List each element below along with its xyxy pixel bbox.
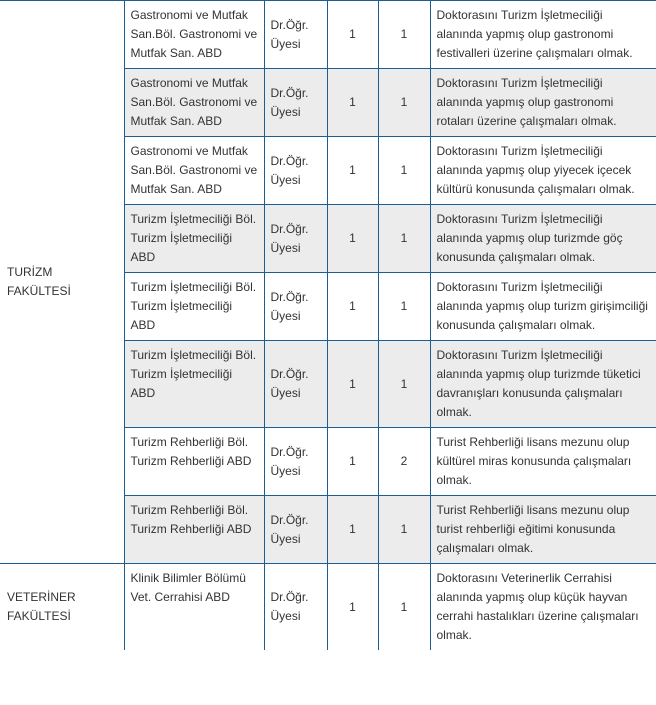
description-cell: Doktorasını Turizm İşletmeciliği alanında yapmış olup gastronomi rotaları üzerine çalışmaları olmak. xyxy=(430,69,656,137)
faculty-cell: TURİZM FAKÜLTESİ xyxy=(0,1,124,564)
department-cell: Turizm İşletmeciliği Böl. Turizm İşletmeciliği ABD xyxy=(124,341,264,428)
count-cell: 1 xyxy=(378,496,430,564)
description-cell: Doktorasını Turizm İşletmeciliği alanında yapmış olup yiyecek içecek kültürü konusunda çalışmaları olmak. xyxy=(430,137,656,205)
count-cell: 1 xyxy=(378,1,430,69)
count-cell: 1 xyxy=(327,496,378,564)
title-cell: Dr.Öğr. Üyesi xyxy=(264,428,327,496)
count-cell: 2 xyxy=(378,428,430,496)
description-cell: Doktorasını Veterinerlik Cerrahisi alanında yapmış olup küçük hayvan cerrahi hastalıkları üzerine çalışmaları olmak. xyxy=(430,564,656,651)
title-cell: Dr.Öğr. Üyesi xyxy=(264,137,327,205)
title-cell: Dr.Öğr. Üyesi xyxy=(264,564,327,651)
title-cell: Dr.Öğr. Üyesi xyxy=(264,205,327,273)
count-cell: 1 xyxy=(327,137,378,205)
count-cell: 1 xyxy=(327,69,378,137)
department-cell: Turizm Rehberliği Böl. Turizm Rehberliği ABD xyxy=(124,496,264,564)
description-cell: Doktorasını Turizm İşletmeciliği alanında yapmış olup turizmde göç konusunda çalışmaları olmak. xyxy=(430,205,656,273)
count-cell: 1 xyxy=(378,273,430,341)
department-cell: Turizm İşletmeciliği Böl. Turizm İşletmeciliği ABD xyxy=(124,273,264,341)
department-cell: Gastronomi ve Mutfak San.Böl. Gastronomi ve Mutfak San. ABD xyxy=(124,137,264,205)
department-cell: Gastronomi ve Mutfak San.Böl. Gastronomi ve Mutfak San. ABD xyxy=(124,1,264,69)
count-cell: 1 xyxy=(378,69,430,137)
title-cell: Dr.Öğr. Üyesi xyxy=(264,341,327,428)
department-cell: Turizm Rehberliği Böl. Turizm Rehberliği ABD xyxy=(124,428,264,496)
title-cell: Dr.Öğr. Üyesi xyxy=(264,496,327,564)
description-cell: Doktorasını Turizm İşletmeciliği alanında yapmış olup gastronomi festivalleri üzerine çalışmaları olmak. xyxy=(430,1,656,69)
table-row xyxy=(0,1,656,69)
title-cell: Dr.Öğr. Üyesi xyxy=(264,69,327,137)
count-cell: 1 xyxy=(327,428,378,496)
description-cell: Doktorasını Turizm İşletmeciliği alanında yapmış olup turizm girişimciliği konusunda çalışmaları olmak. xyxy=(430,273,656,341)
count-cell: 1 xyxy=(327,564,378,651)
department-cell: Klinik Bilimler Bölümü Vet. Cerrahisi ABD xyxy=(124,564,264,651)
count-cell: 1 xyxy=(378,205,430,273)
count-cell: 1 xyxy=(327,205,378,273)
description-cell: Turist Rehberliği lisans mezunu olup turist rehberliği eğitimi konusunda çalışmaları olmak. xyxy=(430,496,656,564)
count-cell: 1 xyxy=(378,341,430,428)
count-cell: 1 xyxy=(327,1,378,69)
description-cell: Doktorasını Turizm İşletmeciliği alanında yapmış olup turizmde tüketici davranışları konusunda çalışmaları olmak. xyxy=(430,341,656,428)
title-cell: Dr.Öğr. Üyesi xyxy=(264,1,327,69)
count-cell: 1 xyxy=(327,273,378,341)
count-cell: 1 xyxy=(378,137,430,205)
department-cell: Turizm İşletmeciliği Böl. Turizm İşletmeciliği ABD xyxy=(124,205,264,273)
count-cell: 1 xyxy=(327,341,378,428)
faculty-cell: VETERİNER FAKÜLTESİ xyxy=(0,564,124,651)
department-cell: Gastronomi ve Mutfak San.Böl. Gastronomi ve Mutfak San. ABD xyxy=(124,69,264,137)
title-cell: Dr.Öğr. Üyesi xyxy=(264,273,327,341)
table-row xyxy=(0,564,656,651)
description-cell: Turist Rehberliği lisans mezunu olup kültürel miras konusunda çalışmaları olmak. xyxy=(430,428,656,496)
count-cell: 1 xyxy=(378,564,430,651)
